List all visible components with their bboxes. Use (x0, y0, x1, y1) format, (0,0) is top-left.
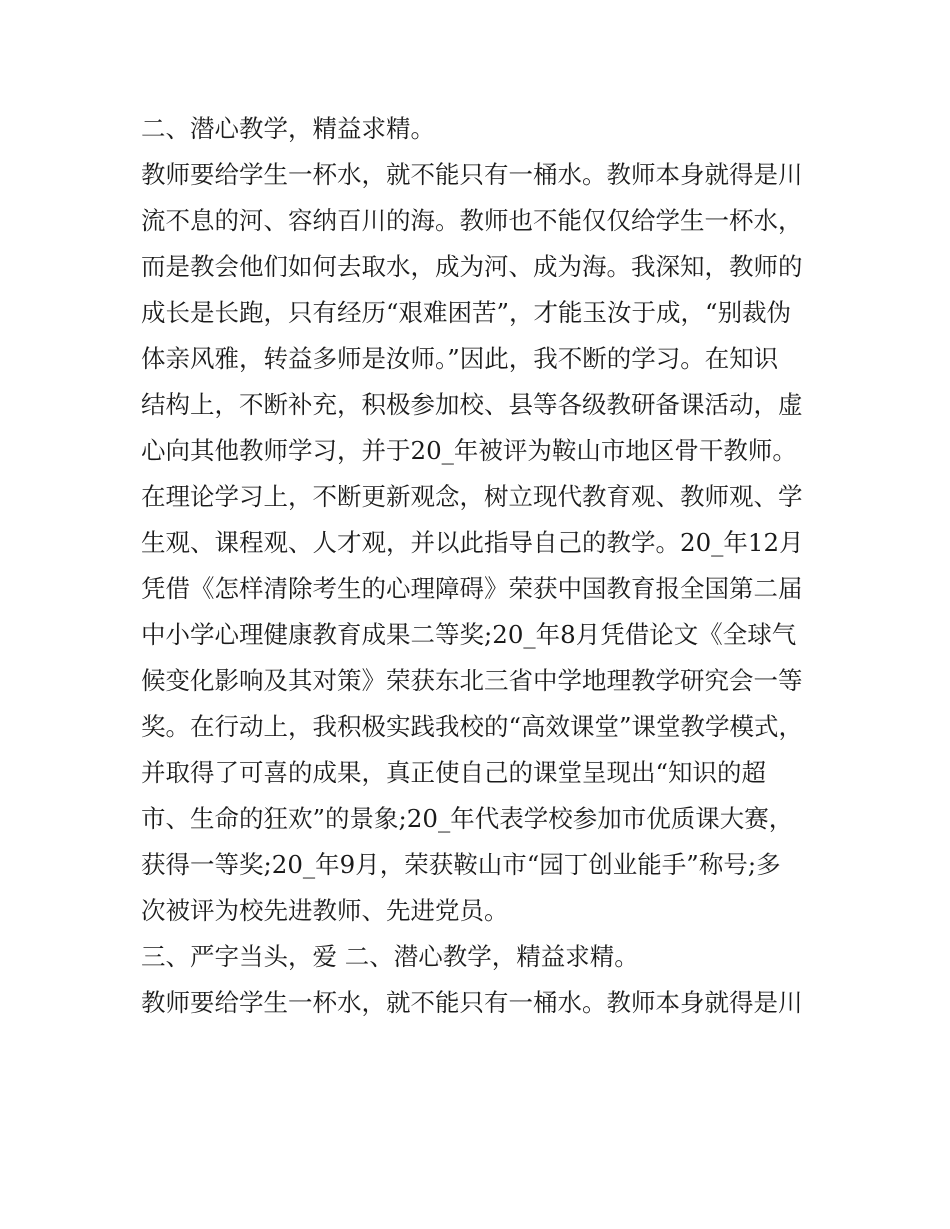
paragraph-line: 并取得了可喜的成果，真正使自己的课堂呈现出“知识的超 (141, 758, 767, 787)
paragraph-line: 奖。在行动上，我积极实践我校的“高效课堂”课堂教学模式， (141, 712, 804, 741)
paragraph-line: 候变化影响及其对策》荣获东北三省中学地理教学研究会一等 (141, 666, 803, 695)
paragraph-line: 在理论学习上，不断更新观念，树立现代教育观、教师观、学 (141, 482, 803, 511)
paragraph-line: 流不息的河、容纳百川的海。教师也不能仅仅给学生一杯水， (141, 206, 803, 235)
section-heading-2: 二、潜心教学，精益求精。 (141, 114, 435, 143)
paragraph-line: 成长是长跑，只有经历“艰难困苦”，才能玉汝于成，“别裁伪 (141, 298, 792, 327)
paragraph-line: 获得一等奖;20_年9月，荣获鞍山市“园丁创业能手”称号;多 (141, 850, 781, 879)
paragraph-line: 中小学心理健康教育成果二等奖;20_年8月凭借论文《全球气 (141, 620, 797, 649)
paragraph-line: 体亲风雅，转益多师是汝师。”因此，我不断的学习。在知识 (141, 344, 779, 373)
section-heading-3: 三、严字当头，爱 二、潜心教学，精益求精。 (141, 942, 639, 971)
paragraph-line: 市、生命的狂欢”的景象;20_年代表学校参加市优质课大赛， (141, 804, 794, 833)
paragraph-line: 生观、课程观、人才观，并以此指导自己的教学。20_年12月 (141, 528, 804, 557)
paragraph-line: 结构上，不断补充，积极参加校、县等各级教研备课活动，虚 (141, 390, 803, 419)
paragraph-line: 教师要给学生一杯水，就不能只有一桶水。教师本身就得是川 (141, 160, 803, 189)
paragraph-line: 次被评为校先进教师、先进党员。 (141, 896, 509, 925)
document-body (141, 106, 821, 1026)
paragraph-line: 而是教会他们如何去取水，成为河、成为海。我深知，教师的 (141, 252, 803, 281)
paragraph-line: 凭借《怎样清除考生的心理障碍》荣获中国教育报全国第二届 (141, 574, 803, 603)
paragraph-line: 心向其他教师学习，并于20_年被评为鞍山市地区骨干教师。 (141, 436, 797, 465)
paragraph-line: 教师要给学生一杯水，就不能只有一桶水。教师本身就得是川 (141, 988, 803, 1017)
